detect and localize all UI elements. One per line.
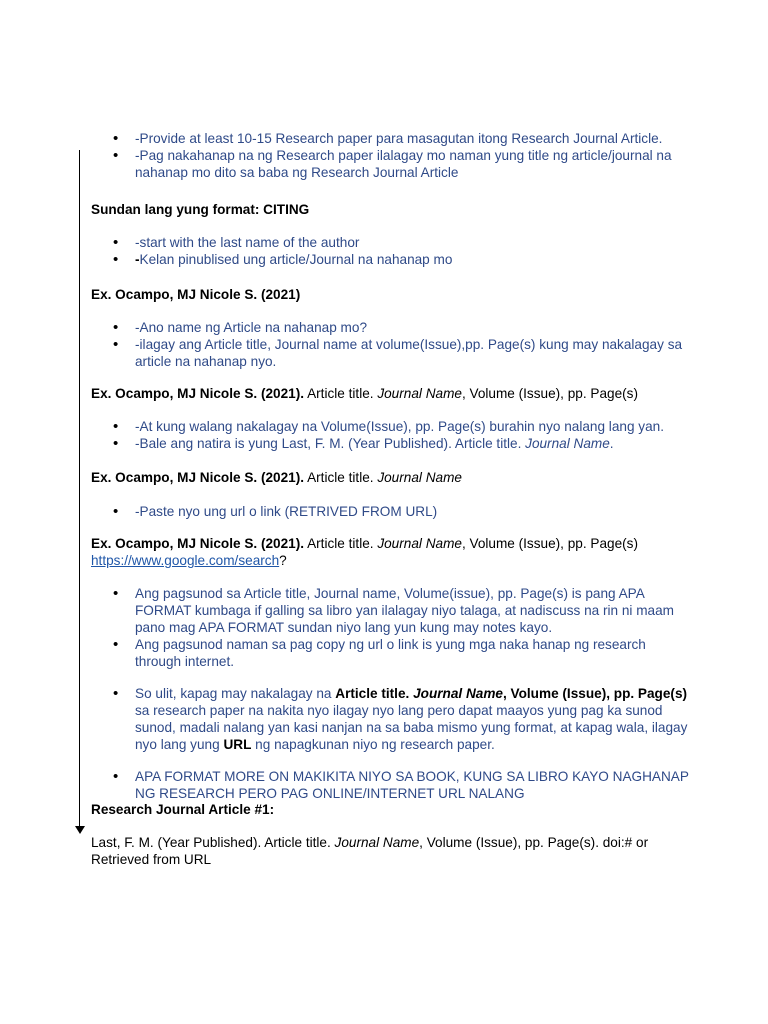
step1-list (91, 234, 691, 268)
citation-author: Ex. Ocampo, MJ Nicole S. (2021). (91, 386, 305, 401)
step2-list (91, 319, 691, 370)
citation-journal: Journal Name (377, 536, 462, 551)
summary-article: Article title. (335, 686, 414, 701)
citation-rest: , Volume (Issue), pp. Page(s) (461, 536, 638, 551)
list-item: • -Provide at least 10-15 Research paper para masagutan itong Research Journal Article. (91, 130, 691, 147)
list-item (91, 685, 691, 753)
list-item: • -Pag nakahanap na ng Research paper ilalagay mo naman yung title ng article/journal na nahanap mo dito sa baba ng Research Journal Article (91, 147, 691, 181)
summary-list (91, 685, 691, 753)
margin-line (79, 150, 80, 830)
list-text: Kelan pinublised ung article/Journal na nahanap mo (139, 252, 453, 267)
list-item: • -start with the last name of the author (91, 234, 691, 251)
final-journal: Journal Name (334, 835, 420, 850)
list-journal: Journal Name (525, 436, 610, 451)
list-dash: - (135, 252, 140, 267)
list-text: -Bale ang natira is yung Last, F. M. (Year Published). Article title. (135, 436, 526, 451)
list-item: • Ang pagsunod naman sa pag copy ng url o link is yung mga naka hanap ng research through internet. (91, 636, 691, 670)
example-citation-2 (91, 385, 691, 402)
step3-list (91, 418, 691, 452)
citation-after: ? (279, 553, 287, 568)
citation-journal: Journal Name (377, 386, 462, 401)
final-pre: Last, F. M. (Year Published). Article title. (91, 835, 335, 850)
step4-list (91, 503, 691, 520)
citation-rest: , Volume (Issue), pp. Page(s) (461, 386, 638, 401)
list-item (91, 435, 691, 452)
citation-journal: Journal Name (377, 470, 462, 485)
citation-author: Ex. Ocampo, MJ Nicole S. (2021). (91, 536, 305, 551)
list-item: • APA FORMAT MORE ON MAKIKITA NIYO SA BOOK, KUNG SA LIBRO KAYO NAGHANAP NG RESEARCH PERO PAG ONLINE/INTERNET URL NALANG (91, 768, 691, 802)
summary-post: ng napagkunan niyo ng research paper. (251, 737, 495, 752)
rja-heading: Research Journal Article #1: (91, 802, 275, 817)
summary-url: URL (223, 737, 252, 752)
example-citation-4 (91, 535, 691, 569)
citation-author: Ex. Ocampo, MJ Nicole S. (2021). (91, 470, 305, 485)
intro-list (91, 130, 691, 181)
list-item: • Ang pagsunod sa Article title, Journal name, Volume(issue), pp. Page(s) is pang APA FORMAT kumbaga if galling sa libro yan ilalagay niyo talaga, at nadiscuss na rin ni maam pano mag APA FORMAT sundan niyo lang yun kung may notes kayo. (91, 585, 691, 636)
list-item: • -Paste nyo ung url o link (RETRIVED FROM URL) (91, 503, 691, 520)
format-heading: Sundan lang yung format: CITING (91, 202, 310, 217)
list-item: • -ilagay ang Article title, Journal name at volume(Issue),pp. Page(s) kung may nakalagay sa article na nahanap nyo. (91, 336, 691, 370)
example-citation-3 (91, 469, 691, 486)
citation-title: Article title. (304, 470, 378, 485)
apa-list (91, 768, 691, 802)
citation-title: Article title. (304, 536, 378, 551)
summary-mid: sa research paper na nakita nyo ilagay nyo lang pero dapat maayos yung pag ka sunod sunod, madali nalang yan kasi nanjan na sa baba mismo yung format, at kapag wala, ilagay nyo lang yung (135, 703, 688, 752)
final-post: , Volume (Issue), pp. Page(s). doi:# or Retrieved from URL (91, 835, 649, 867)
citation-url-link[interactable]: https://www.google.com/search (91, 553, 280, 568)
summary-journal: Journal Name (413, 686, 503, 701)
summary-vol: , Volume (Issue), pp. Page(s) (502, 686, 688, 701)
notes-list (91, 585, 691, 670)
final-citation (91, 834, 691, 868)
citation-title: Article title. (304, 386, 378, 401)
summary-pre: So ulit, kapag may nakalagay na (135, 686, 336, 701)
margin-arrow-icon (75, 826, 85, 834)
list-item: • -At kung walang nakalagay na Volume(Issue), pp. Page(s) burahin nyo nalang lang yan. (91, 418, 691, 435)
list-item (91, 251, 691, 268)
list-item: • -Ano name ng Article na nahanap mo? (91, 319, 691, 336)
example-author: Ex. Ocampo, MJ Nicole S. (2021) (91, 287, 301, 302)
list-period: . (609, 436, 614, 451)
